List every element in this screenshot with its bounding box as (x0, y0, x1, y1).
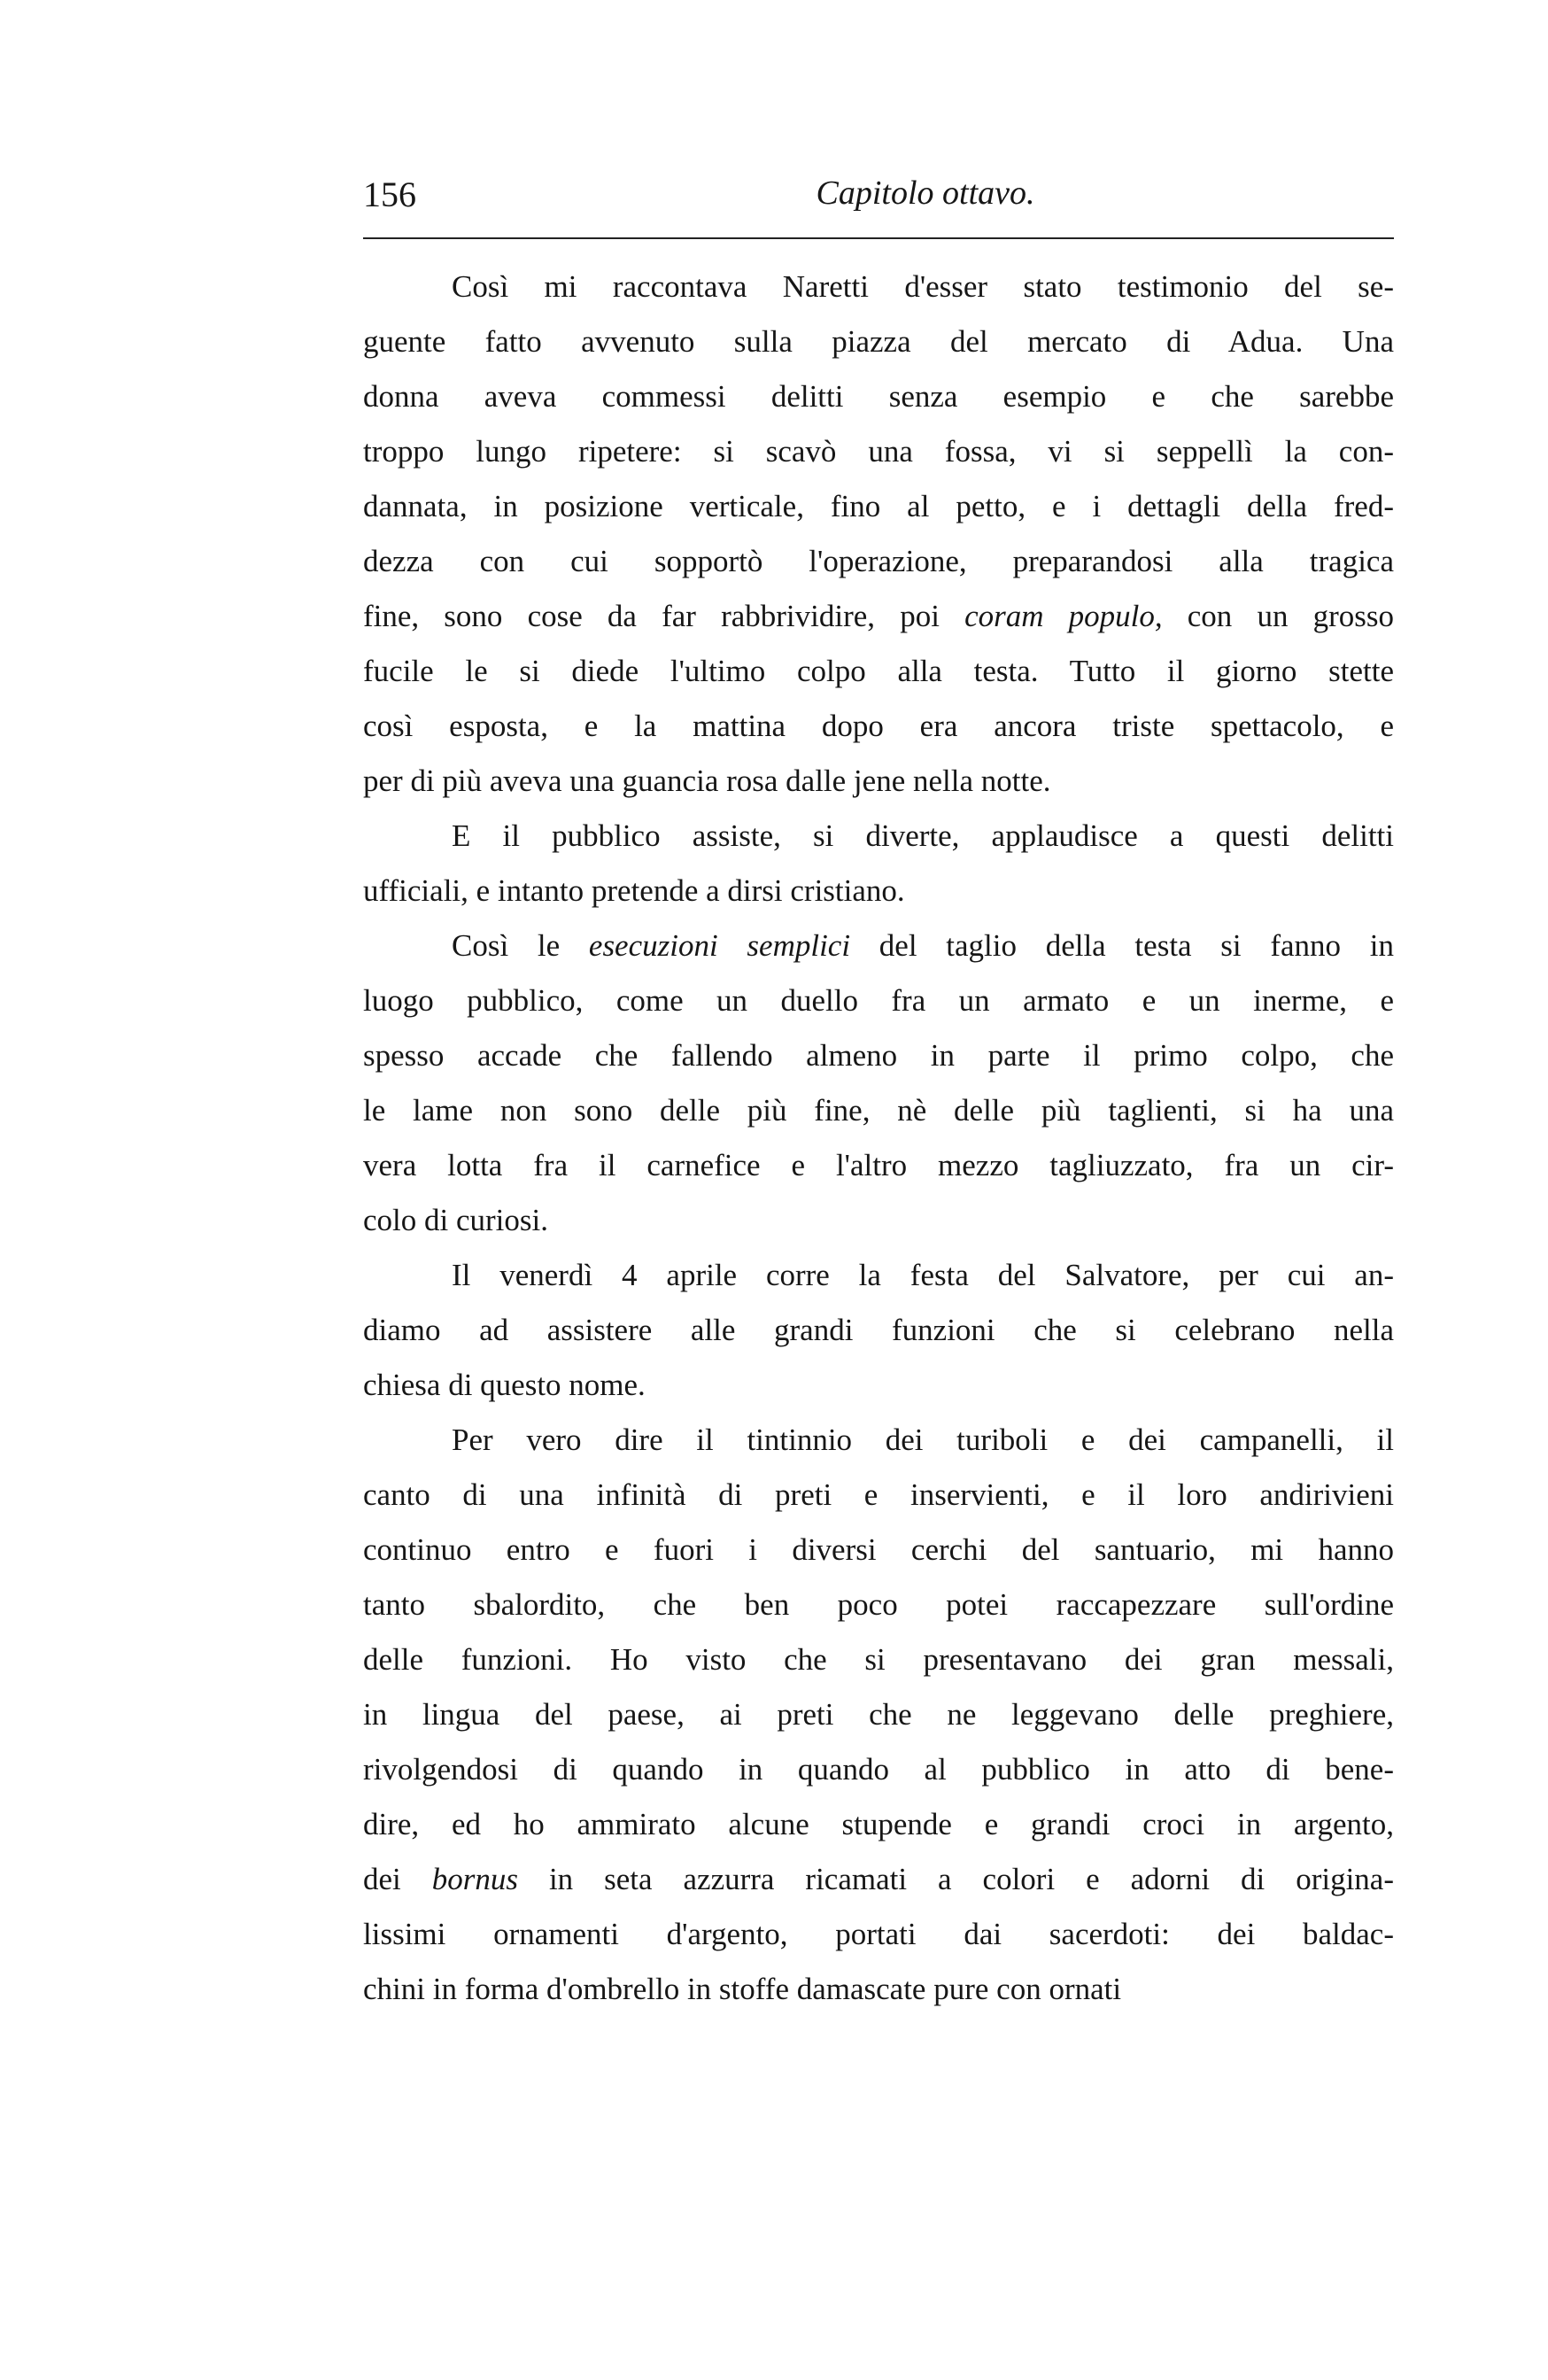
italic-text: esecuzioni semplici (588, 928, 851, 963)
text-line: canto di una infinità di preti e inservienti, e il loro andirivieni (363, 1477, 1394, 1512)
text-line: le lame non sono delle più fine, nè delle più taglienti, si ha una (363, 1093, 1394, 1128)
text-line: lissimi ornamenti d'argento, portati dai sacerdoti: dei baldac- (363, 1917, 1394, 1951)
text-line: chini in forma d'ombrello in stoffe damascate pure con ornati (363, 1972, 1122, 2006)
paragraph (363, 1413, 1394, 2017)
text-line: rivolgendosi di quando in quando al pubblico in atto di bene- (363, 1752, 1394, 1787)
body-text (363, 260, 1394, 2017)
text-line: dire, ed ho ammirato alcune stupende e grandi croci in argento, (363, 1807, 1394, 1841)
text-line: così esposta, e la mattina dopo era ancora triste spettacolo, e (363, 709, 1394, 743)
text-line (363, 1852, 1394, 1907)
text-line: Così mi raccontava Naretti d'esser stato testimonio del se- (452, 269, 1394, 304)
text-line: ufficiali, e intanto pretende a dirsi cristiano. (363, 873, 905, 908)
text-line: spesso accade che fallendo almeno in parte il primo colpo, che (363, 1038, 1394, 1073)
page-number: 156 (363, 174, 416, 214)
text-line (363, 589, 1394, 644)
text-line: Per vero dire il tintinnio dei turiboli e dei campanelli, il (452, 1423, 1394, 1457)
text-line: delle funzioni. Ho visto che si presentavano dei gran messali, (363, 1642, 1394, 1677)
text-segment: fine, sono cose da far rabbrividire, poi (363, 599, 965, 633)
text-line: fucile le si diede l'ultimo colpo alla testa. Tutto il giorno stette (363, 654, 1394, 688)
text-line: dannata, in posizione verticale, fino al petto, e i dettagli della fred- (363, 489, 1394, 523)
text-line: vera lotta fra il carnefice e l'altro mezzo tagliuzzato, fra un cir- (363, 1148, 1394, 1182)
header-rule (363, 237, 1394, 239)
italic-text: bornus (431, 1862, 518, 1896)
text-line: in lingua del paese, ai preti che ne leggevano delle preghiere, (363, 1697, 1394, 1732)
text-line: luogo pubblico, come un duello fra un armato e un inerme, e (363, 983, 1394, 1018)
text-line: diamo ad assistere alle grandi funzioni che si celebrano nella (363, 1313, 1394, 1347)
text-line: per di più aveva una guancia rosa dalle jene nella notte. (363, 764, 1051, 798)
text-line: donna aveva commessi delitti senza esempio e che sarebbe (363, 379, 1394, 414)
text-line: dezza con cui sopportò l'operazione, preparandosi alla tragica (363, 544, 1394, 578)
text-segment: dei (363, 1862, 432, 1896)
text-line: tanto sbalordito, che ben poco potei raccapezzare sull'ordine (363, 1587, 1394, 1622)
text-line: continuo entro e fuori i diversi cerchi del santuario, mi hanno (363, 1532, 1394, 1567)
text-segment: con un grosso (1162, 599, 1394, 633)
text-line: colo di curiosi. (363, 1203, 548, 1237)
text-line: troppo lungo ripetere: si scavò una fossa, vi si seppellì la con- (363, 434, 1394, 469)
text-line: guente fatto avvenuto sulla piazza del mercato di Adua. Una (363, 324, 1394, 359)
text-segment: in seta azzurra ricamati a colori e adorni di origina- (517, 1862, 1394, 1896)
text-segment: Così le (452, 928, 589, 963)
paragraph (363, 1248, 1394, 1413)
paragraph (363, 809, 1394, 919)
italic-text: coram populo, (964, 599, 1163, 633)
text-line: Il venerdì 4 aprile corre la festa del Salvatore, per cui an- (452, 1258, 1394, 1292)
text-line: E il pubblico assiste, si diverte, applaudisce a questi delitti (452, 818, 1394, 853)
paragraph (363, 919, 1394, 1248)
running-title: Capitolo ottavo. (816, 174, 1035, 212)
paragraph (363, 260, 1394, 809)
text-line (363, 919, 1394, 973)
text-line: chiesa di questo nome. (363, 1368, 646, 1402)
text-segment: del taglio della testa si fanno in (850, 928, 1394, 963)
